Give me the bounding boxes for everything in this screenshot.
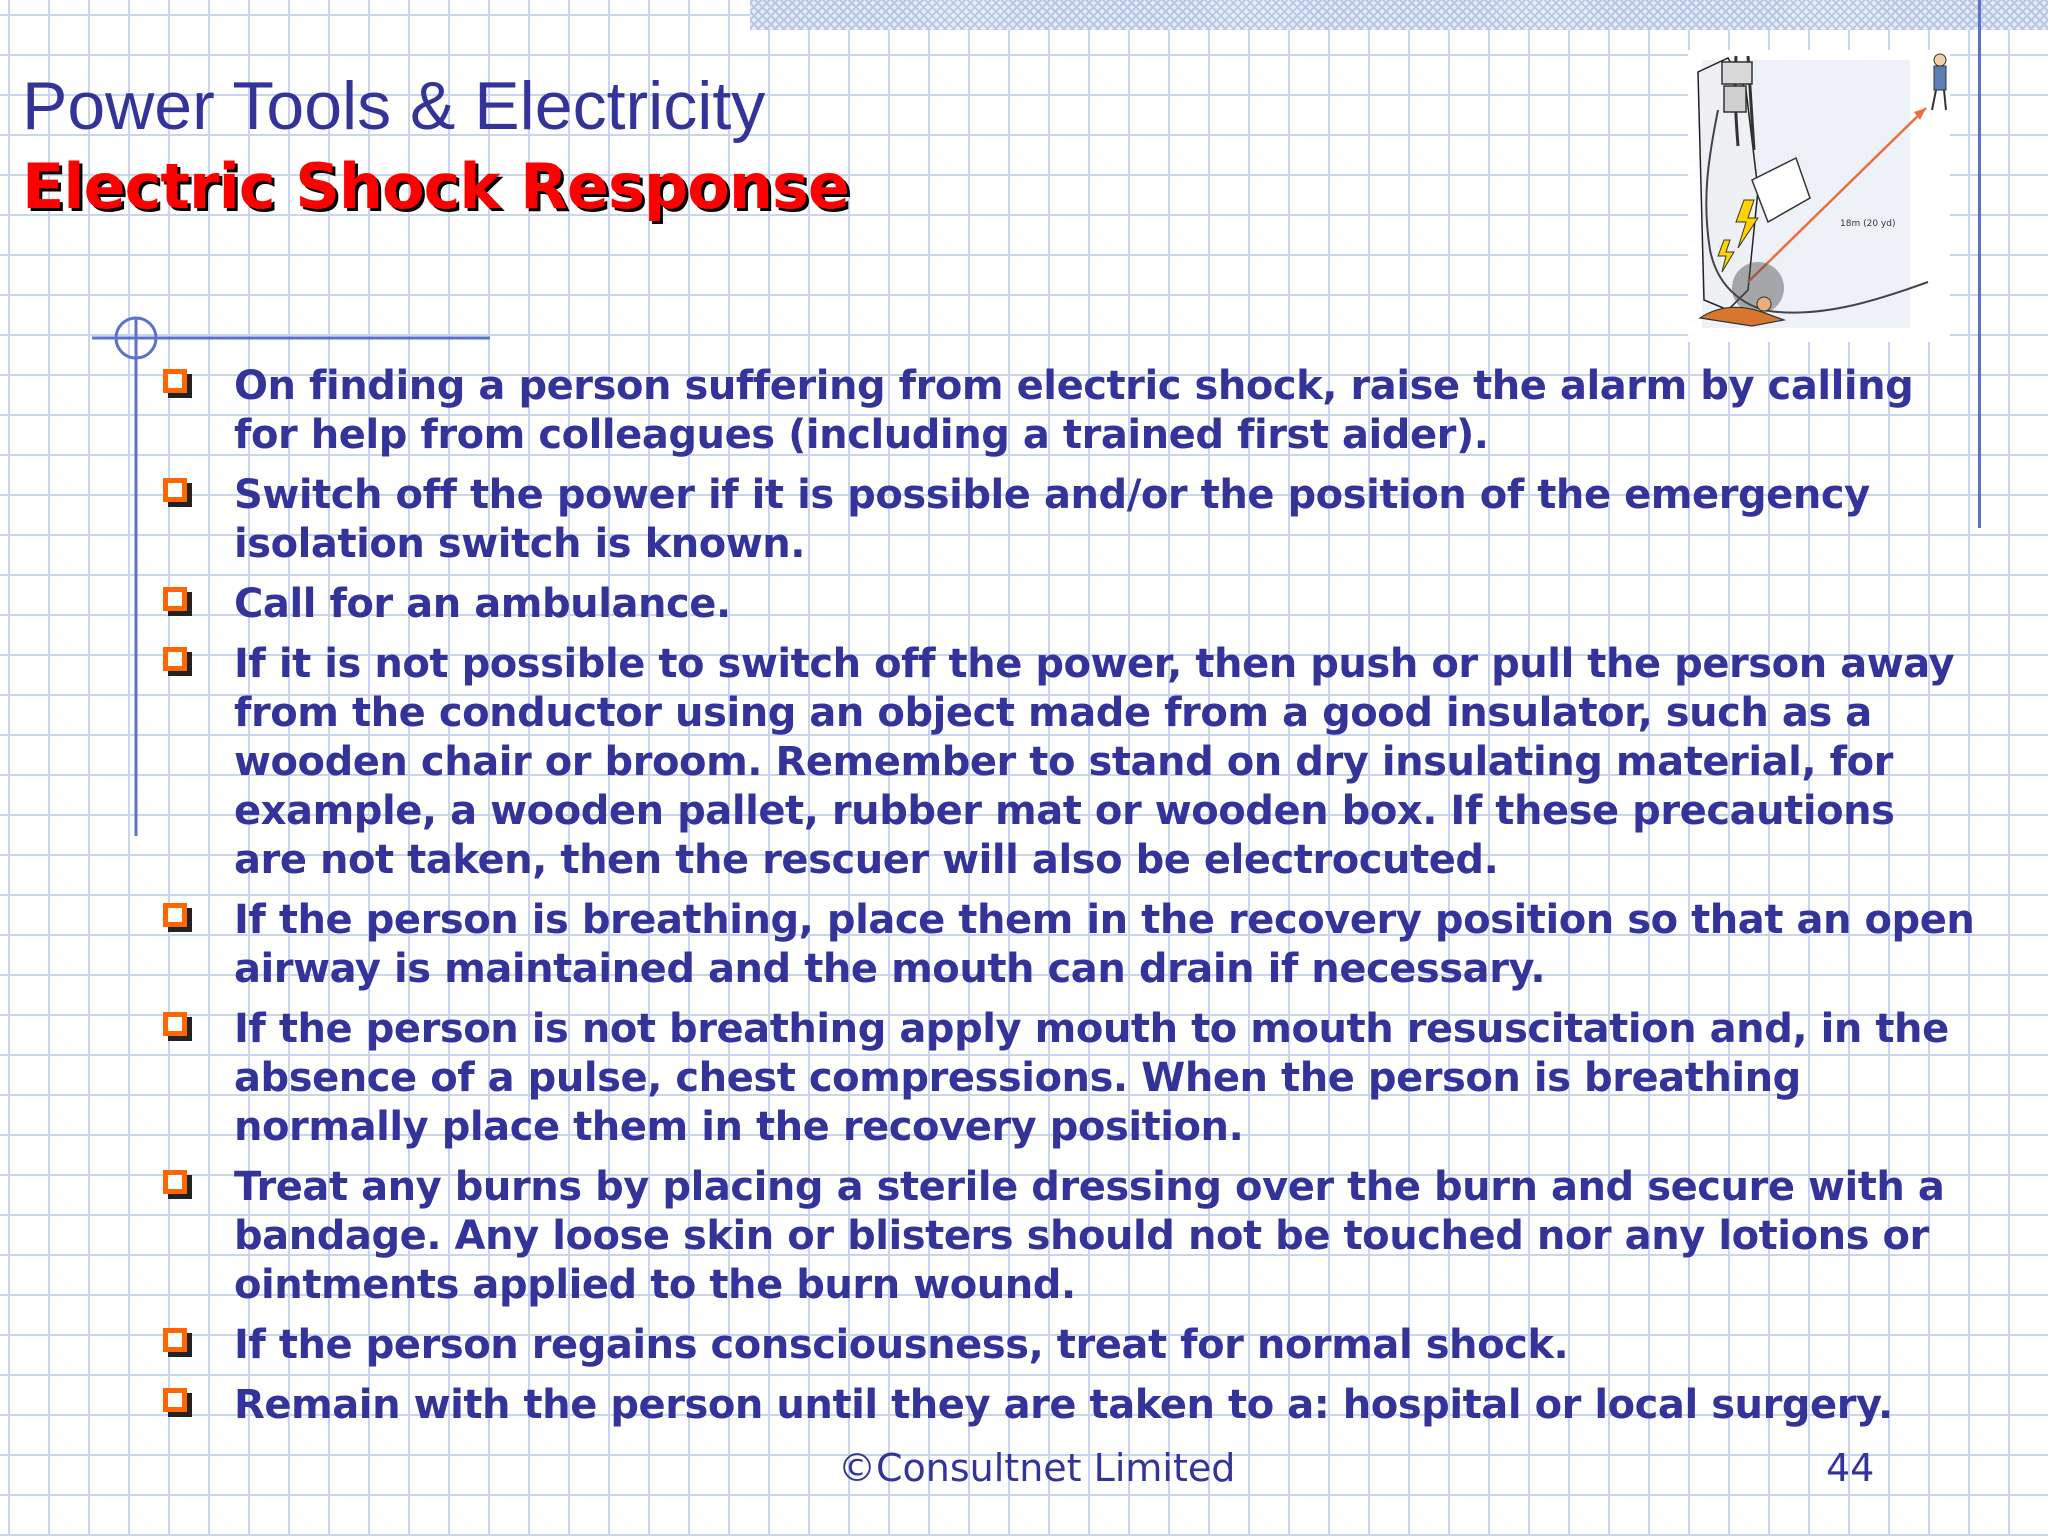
checkbox-icon [163, 369, 187, 393]
checkbox-icon [163, 1328, 187, 1352]
list-item [160, 1321, 2030, 1370]
checkbox-icon [163, 647, 187, 671]
header-hatch-band [750, 0, 2048, 30]
bullet-text: If the person is not breathing apply mouth to mouth resuscitation and, in the absence of a pulse, chest compressions. When the person is breathing normally place them in the recovery position. [234, 1006, 1949, 1150]
checkbox-icon [163, 903, 187, 927]
bullet-list [160, 362, 2030, 1441]
checkbox-icon [163, 1012, 187, 1036]
bullet-text: On finding a person suffering from electric shock, raise the alarm by calling for help from colleagues (including a trained first aider). [234, 363, 1914, 458]
bullet-text: If the person regains consciousness, treat for normal shock. [234, 1322, 1569, 1368]
list-item [160, 1005, 2030, 1152]
checkbox-icon [163, 587, 187, 611]
list-item [160, 471, 2030, 569]
checkbox-icon [163, 478, 187, 502]
bullet-text: Treat any burns by placing a sterile dressing over the burn and secure with a bandage. Any loose skin or blisters should not be touched nor any lotions or ointments applied to the burn wound. [234, 1164, 1945, 1308]
list-item [160, 1163, 2030, 1310]
electric-shock-rescue-illustration [1688, 50, 1950, 342]
bullet-text: Call for an ambulance. [234, 581, 731, 627]
list-item [160, 362, 2030, 460]
bullet-text: Switch off the power if it is possible and/or the position of the emergency isolation switch is known. [234, 472, 1870, 567]
illustration-distance-label: 18m (20 yd) [1840, 219, 1896, 229]
checkbox-icon [163, 1170, 187, 1194]
list-item [160, 896, 2030, 994]
page-number: 44 [1826, 1446, 1875, 1490]
bullet-text: Remain with the person until they are taken to a: hospital or local surgery. [234, 1382, 1893, 1428]
slide-title: Power Tools & Electricity [22, 68, 766, 144]
list-item [160, 580, 2030, 629]
checkbox-icon [163, 1388, 187, 1412]
bullet-text: If it is not possible to switch off the power, then push or pull the person away from the conductor using an object made from a good insulator, such as a wooden chair or broom. Remember to stand on dry insulating material, for example, a wooden pallet, rubber mat or wooden box. If these precautions are not taken, then the rescuer will also be electrocuted. [234, 641, 1955, 883]
list-item [160, 1381, 2030, 1430]
slide-subtitle: Electric Shock Response [22, 150, 849, 223]
bullet-text: If the person is breathing, place them in the recovery position so that an open airway is maintained and the mouth can drain if necessary. [234, 897, 1975, 992]
list-item [160, 640, 2030, 885]
footer-credit: ©Consultnet Limited [838, 1446, 1236, 1490]
